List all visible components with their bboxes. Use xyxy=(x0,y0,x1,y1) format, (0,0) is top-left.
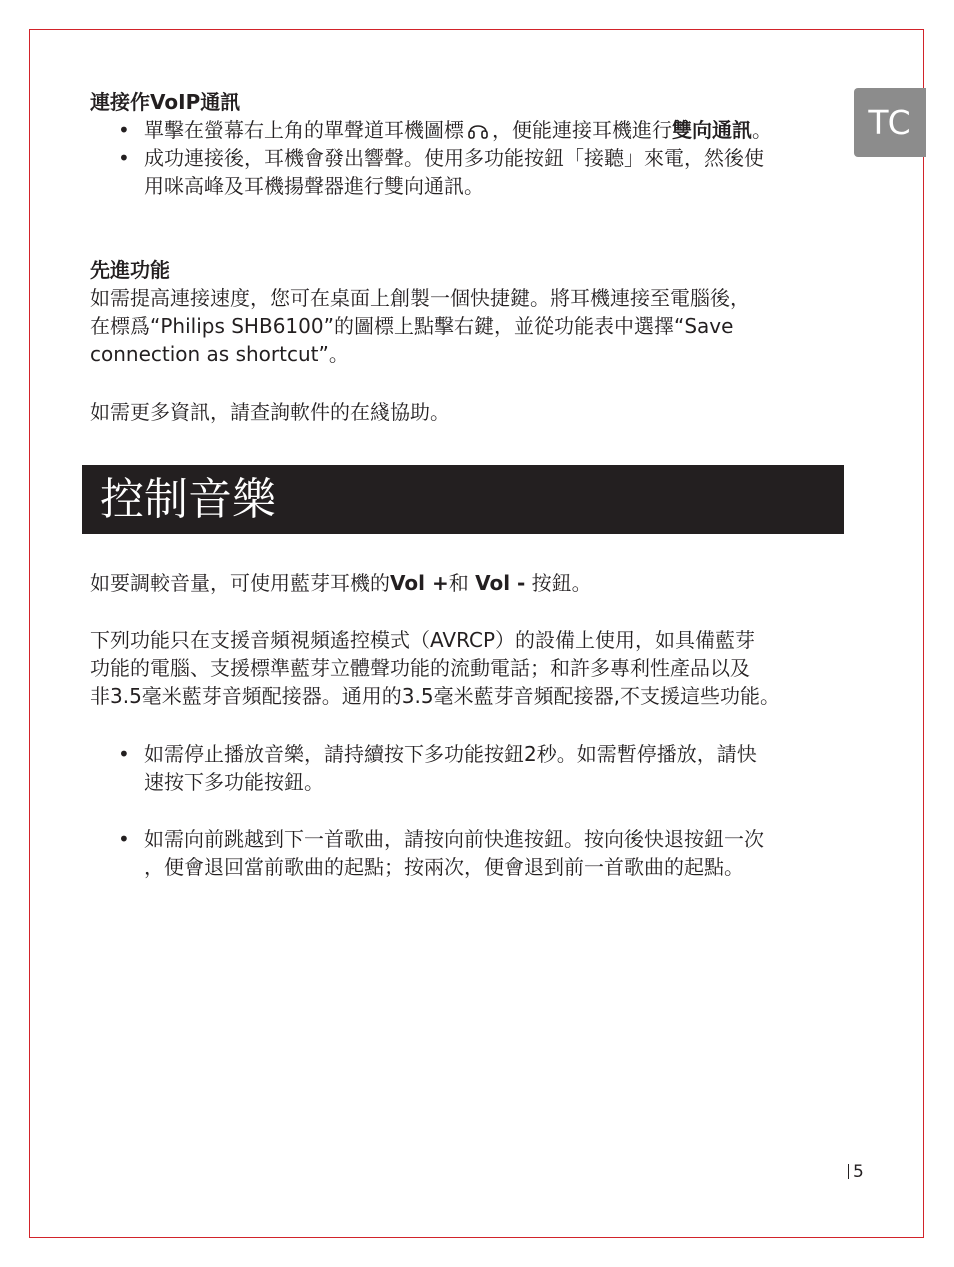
bullet-marker: • xyxy=(118,742,130,766)
music-bullet-2-section xyxy=(90,825,850,881)
volume-text-pre: 如要調較音量，可使用藍芽耳機的 xyxy=(90,571,390,595)
section-banner-title: 控制音樂 xyxy=(82,465,844,534)
advanced-line-1: 如需提高連接速度，您可在桌面上創製一個快捷鍵。將耳機連接至電腦後， xyxy=(90,286,750,310)
music-bullet-2-line-1: 如需向前跳越到下一首歌曲，請按向前快進按鈕。按向後快退按鈕一次 xyxy=(144,827,764,851)
advanced-heading: 先進功能 xyxy=(90,258,170,282)
voip-bullet-1-text: 單擊在螢幕右上角的單聲道耳機圖標 xyxy=(144,118,464,142)
avrcp-line-1: 下列功能只在支援音頻視頻遙控模式（AVRCP）的設備上使用，如具備藍芽 xyxy=(90,628,756,652)
music-bullet-1-line-2: 速按下多功能按鈕。 xyxy=(144,770,324,794)
volume-text xyxy=(90,569,850,597)
avrcp-section xyxy=(90,626,850,710)
page-number xyxy=(848,1160,864,1184)
voip-bullet-1 xyxy=(90,116,850,144)
music-bullets-2 xyxy=(90,825,850,881)
voip-bullet-1-bold: 雙向通訊 xyxy=(672,118,752,142)
voip-bullet-2 xyxy=(90,144,850,200)
music-bullet-1-section xyxy=(90,740,850,796)
more-info-section xyxy=(90,398,850,426)
voip-bullet-1-text-mid: ，便能連接耳機進行 xyxy=(492,118,672,142)
music-bullet-2-line-2: ，便會退回當前歌曲的起點；按兩次，便會退到前一首歌曲的起點。 xyxy=(144,855,744,879)
bullet-marker: • xyxy=(118,827,130,851)
advanced-section xyxy=(90,256,850,368)
voip-bullet-2-line-1: 成功連接後，耳機會發出響聲。使用多功能按鈕「接聽」來電，然後使 xyxy=(144,146,764,170)
volume-text-and: 和 xyxy=(448,571,469,595)
advanced-line-3: connection as shortcut”。 xyxy=(90,342,349,366)
voip-bullets xyxy=(90,116,850,200)
music-bullet-1 xyxy=(90,740,850,796)
more-info-text: 如需更多資訊，請查詢軟件的在綫協助。 xyxy=(90,400,450,424)
avrcp-line-3: 非3.5毫米藍芽音頻配接器。通用的3.5毫米藍芽音頻配接器,不支援這些功能。 xyxy=(90,684,780,708)
bullet-marker: • xyxy=(118,118,130,142)
voip-section xyxy=(90,88,850,200)
vol-minus-label: Vol - xyxy=(475,571,526,595)
advanced-line-2: 在標爲“Philips SHB6100”的圖標上點擊右鍵，並從功能表中選擇“Save xyxy=(90,314,734,338)
headset-icon xyxy=(467,119,489,139)
music-bullets-1 xyxy=(90,740,850,796)
music-bullet-1-line-1: 如需停止播放音樂，請持續按下多功能按鈕2秒。如需暫停播放，請快 xyxy=(144,742,757,766)
voip-bullet-2-line-2: 用咪高峰及耳機揚聲器進行雙向通訊。 xyxy=(144,174,484,198)
page-number-divider xyxy=(848,1164,849,1179)
volume-text-end: 按鈕。 xyxy=(531,571,592,595)
vol-plus-label: Vol + xyxy=(390,571,449,595)
avrcp-line-2: 功能的電腦、支援標準藍芽立體聲功能的流動電話；和許多專利性產品以及 xyxy=(90,656,750,680)
music-bullet-2 xyxy=(90,825,850,881)
voip-bullet-1-end: 。 xyxy=(752,118,772,142)
bullet-marker: • xyxy=(118,146,130,170)
language-tab: TC xyxy=(854,88,926,157)
voip-heading: 連接作VoIP通訊 xyxy=(90,90,241,114)
volume-section xyxy=(90,569,850,597)
page-number-value: 5 xyxy=(853,1162,864,1182)
